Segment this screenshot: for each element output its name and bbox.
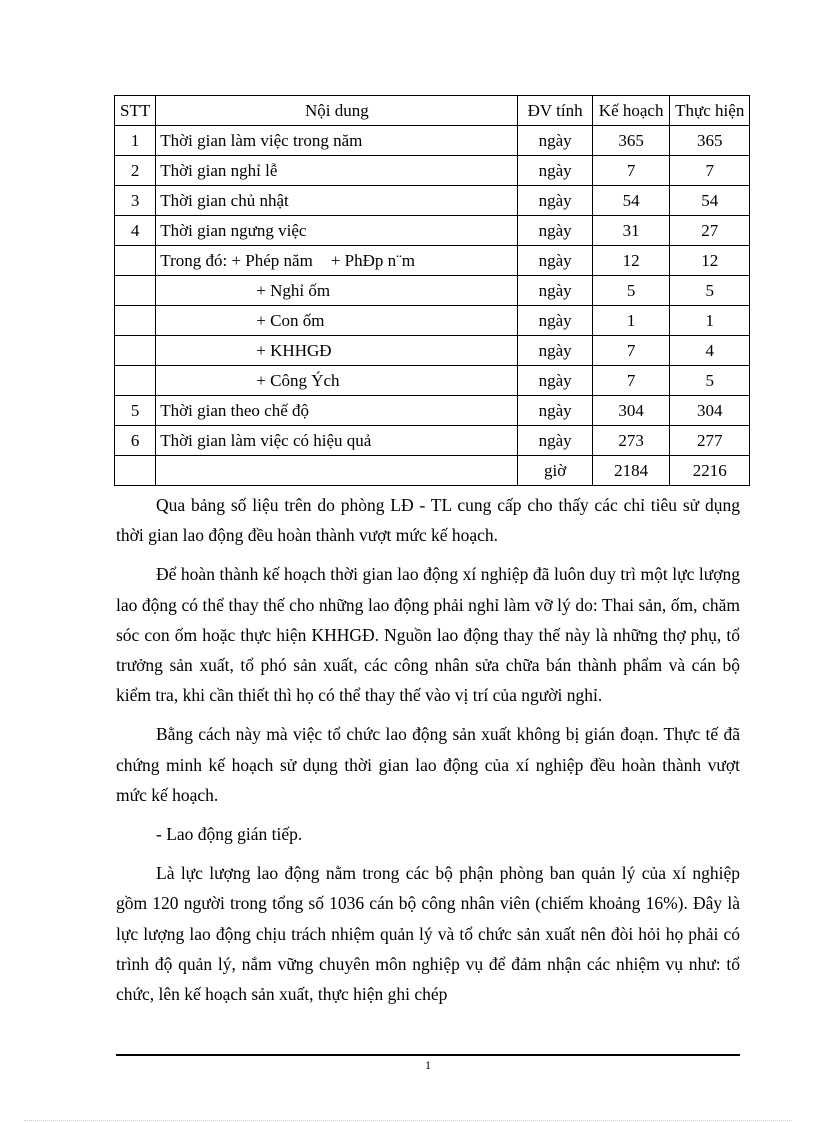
footer-divider bbox=[116, 1054, 740, 1056]
cell-content: Thời gian chủ nhật bbox=[156, 186, 518, 216]
header-content: Nội dung bbox=[156, 96, 518, 126]
cell-unit: ngày bbox=[518, 366, 592, 396]
cell-unit: ngày bbox=[518, 246, 592, 276]
cell-unit: ngày bbox=[518, 336, 592, 366]
cell-unit: giờ bbox=[518, 456, 592, 486]
cell-plan: 7 bbox=[592, 366, 670, 396]
cell-stt: 2 bbox=[115, 156, 156, 186]
page-number: 1 bbox=[425, 1058, 431, 1072]
table-row bbox=[115, 306, 750, 336]
header-unit: ĐV tính bbox=[518, 96, 592, 126]
table-row bbox=[115, 336, 750, 366]
cell-plan: 273 bbox=[592, 426, 670, 456]
table-row bbox=[115, 186, 750, 216]
cell-stt bbox=[115, 276, 156, 306]
table-row bbox=[115, 216, 750, 246]
cell-unit: ngày bbox=[518, 306, 592, 336]
table-row bbox=[115, 156, 750, 186]
cell-stt bbox=[115, 246, 156, 276]
header-actual: Thực hiện bbox=[670, 96, 750, 126]
cell-stt bbox=[115, 456, 156, 486]
cell-content: Thời gian theo chế độ bbox=[156, 396, 518, 426]
table-row bbox=[115, 366, 750, 396]
cell-unit: ngày bbox=[518, 156, 592, 186]
cell-plan: 2184 bbox=[592, 456, 670, 486]
cell-actual: 54 bbox=[670, 186, 750, 216]
cell-content-extra: + PhÐp n¨m bbox=[330, 250, 416, 270]
cell-actual: 304 bbox=[670, 396, 750, 426]
cell-content-main: Trong đó: + Phép năm bbox=[160, 250, 313, 270]
cell-plan: 1 bbox=[592, 306, 670, 336]
cell-content: Thời gian làm việc trong năm bbox=[156, 126, 518, 156]
paragraph-summary: Qua bảng số liệu trên do phòng LĐ - TL cung cấp cho thấy các chỉ tiêu sử dụng thời gian lao động đều hoàn thành vượt mức kế hoạch. bbox=[116, 495, 740, 546]
cell-content: + Con ốm bbox=[156, 306, 518, 336]
labor-time-table bbox=[114, 95, 750, 486]
cell-stt bbox=[115, 336, 156, 366]
table-row bbox=[115, 396, 750, 426]
cell-content: Thời gian ngưng việc bbox=[156, 216, 518, 246]
cell-content: + Công Ých bbox=[156, 366, 518, 396]
cell-actual: 7 bbox=[670, 156, 750, 186]
header-stt: STT bbox=[115, 96, 156, 126]
cell-content bbox=[156, 456, 518, 486]
cell-actual: 5 bbox=[670, 366, 750, 396]
cell-actual: 27 bbox=[670, 216, 750, 246]
cell-actual: 277 bbox=[670, 426, 750, 456]
cell-stt bbox=[115, 306, 156, 336]
cell-content: + KHHGĐ bbox=[156, 336, 518, 366]
cell-actual: 5 bbox=[670, 276, 750, 306]
table-row bbox=[115, 426, 750, 456]
paragraph-replacement-workforce: Để hoàn thành kế hoạch thời gian lao động xí nghiệp đã luôn duy trì một lực lượng lao động có thể thay thế cho những lao động phải nghỉ làm vỡ lý do: Thai sản, ốm, chăm sóc con ốm hoặc thực hiện KHHGĐ. Nguồn lao động thay thế này là những thợ phụ, tổ trưởng sản xuất, tổ phó sản xuất, các công nhân sửa chữa bán thành phẩm và cán bộ kiểm tra, khi cần thiết thì họ có thể thay thế vào vị trí của người nghỉ. bbox=[116, 564, 740, 706]
cell-plan: 304 bbox=[592, 396, 670, 426]
table-row bbox=[115, 246, 750, 276]
cell-plan: 31 bbox=[592, 216, 670, 246]
cell-content: Thời gian làm việc có hiệu quả bbox=[156, 426, 518, 456]
cell-plan: 12 bbox=[592, 246, 670, 276]
page-bottom-edge bbox=[24, 1120, 792, 1121]
cell-actual: 12 bbox=[670, 246, 750, 276]
cell-stt: 6 bbox=[115, 426, 156, 456]
table-row bbox=[115, 456, 750, 486]
paragraph-continuity: Bằng cách này mà việc tổ chức lao động sản xuất không bị gián đoạn. Thực tế đã chứng minh kế hoạch sử dụng thời gian lao động của xí nghiệp đều hoàn thành vượt mức kế hoạch. bbox=[116, 724, 740, 805]
cell-actual: 4 bbox=[670, 336, 750, 366]
cell-plan: 7 bbox=[592, 156, 670, 186]
cell-plan: 54 bbox=[592, 186, 670, 216]
table-header-row bbox=[115, 96, 750, 126]
paragraph-indirect-labor: Là lực lượng lao động nằm trong các bộ phận phòng ban quản lý của xí nghiệp gồm 120 người trong tổng số 1036 cán bộ công nhân viên (chiếm khoảng 16%). Đây là lực lượng lao động chịu trách nhiệm quản lý và tổ chức sản xuất nên đòi hỏi họ phải có trình độ quản lý, nắm vững chuyên môn nghiệp vụ để đảm nhận các nhiệm vụ như: tổ chức, lên kế hoạch sản xuất, thực hiện ghi chép bbox=[116, 863, 740, 1005]
cell-content bbox=[156, 246, 518, 276]
header-plan: Kế hoạch bbox=[592, 96, 670, 126]
cell-actual: 365 bbox=[670, 126, 750, 156]
cell-plan: 7 bbox=[592, 336, 670, 366]
cell-stt bbox=[115, 366, 156, 396]
cell-actual: 1 bbox=[670, 306, 750, 336]
table-row bbox=[115, 276, 750, 306]
cell-unit: ngày bbox=[518, 186, 592, 216]
cell-plan: 5 bbox=[592, 276, 670, 306]
cell-plan: 365 bbox=[592, 126, 670, 156]
paragraph-indirect-labor-heading: - Lao động gián tiếp. bbox=[156, 824, 303, 845]
cell-stt: 1 bbox=[115, 126, 156, 156]
cell-content: + Nghỉ ốm bbox=[156, 276, 518, 306]
cell-stt: 4 bbox=[115, 216, 156, 246]
cell-unit: ngày bbox=[518, 396, 592, 426]
cell-unit: ngày bbox=[518, 426, 592, 456]
cell-stt: 3 bbox=[115, 186, 156, 216]
cell-unit: ngày bbox=[518, 126, 592, 156]
body-text bbox=[116, 490, 740, 1018]
cell-unit: ngày bbox=[518, 216, 592, 246]
cell-unit: ngày bbox=[518, 276, 592, 306]
cell-actual: 2216 bbox=[670, 456, 750, 486]
cell-stt: 5 bbox=[115, 396, 156, 426]
cell-content: Thời gian nghỉ lễ bbox=[156, 156, 518, 186]
table-row bbox=[115, 126, 750, 156]
